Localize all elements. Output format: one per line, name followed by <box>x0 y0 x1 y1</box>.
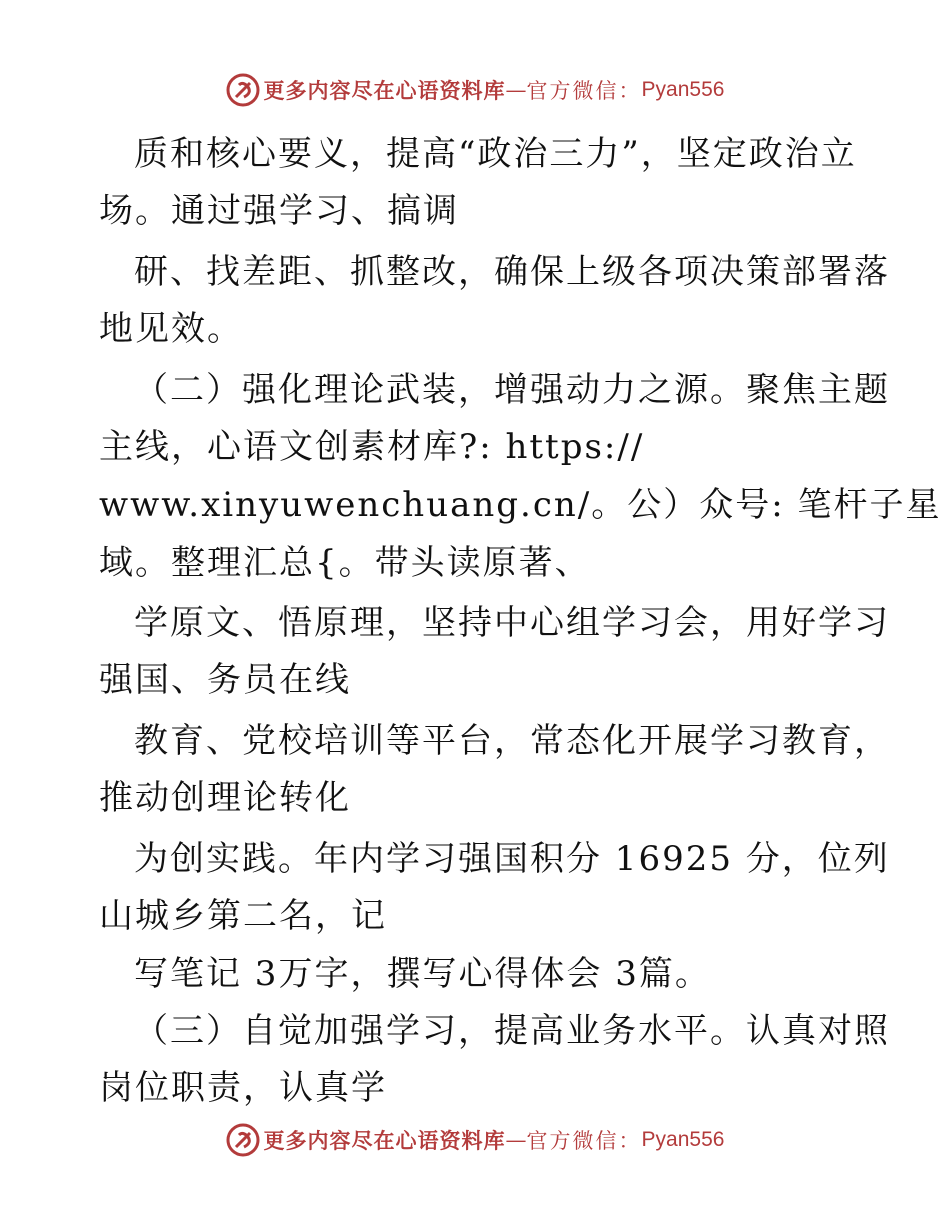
banner-dash: — <box>505 78 527 102</box>
text-line: 地见效。 <box>99 309 243 349</box>
text-line: www.xinyuwenchuang.cn/。公）众号: 笔杆子星 <box>99 485 942 525</box>
text-line: 域。整理汇总{。带头读原著、 <box>99 543 591 583</box>
brand-logo-icon <box>226 1123 260 1157</box>
banner-wechat-label: 官方微信： <box>526 79 642 103</box>
text-line: 主线，心语文创素材库?: https:// <box>99 427 645 467</box>
banner-wechat-id: Pyan556 <box>641 78 725 101</box>
text-line: 山城乡第二名，记 <box>99 896 387 936</box>
header-banner <box>0 70 950 110</box>
text-line: 岗位职责，认真学 <box>99 1068 387 1108</box>
text-line: 推动创理论转化 <box>99 778 351 818</box>
banner-wechat-id: Pyan556 <box>641 1128 725 1151</box>
banner-dash: — <box>505 1128 527 1152</box>
brand-logo-icon <box>226 73 260 107</box>
text-line: 为创实践。年内学习强国积分 16925 分，位列 <box>134 839 890 879</box>
text-line: （三）自觉加强学习，提高业务水平。认真对照 <box>134 1011 890 1051</box>
banner-main-text: 更多内容尽在心语资料库 <box>263 1128 506 1153</box>
text-line: 质和核心要义，提高“政治三力”，坚定政治立 <box>134 134 857 174</box>
banner-wechat-label: 官方微信： <box>526 1129 642 1153</box>
footer-banner <box>0 1120 950 1160</box>
text-line: （二）强化理论武装，增强动力之源。聚焦主题 <box>134 370 890 410</box>
text-line: 写笔记 3万字，撰写心得体会 3篇。 <box>134 954 711 994</box>
text-line: 教育、党校培训等平台，常态化开展学习教育， <box>134 721 890 761</box>
banner-main-text: 更多内容尽在心语资料库 <box>263 78 506 103</box>
text-line: 学原文、悟原理，坚持中心组学习会，用好学习 <box>134 603 890 643</box>
text-line: 研、找差距、抓整改，确保上级各项决策部署落 <box>134 252 890 292</box>
text-line: 强国、务员在线 <box>99 660 351 700</box>
text-line: 场。通过强学习、搞调 <box>99 191 459 231</box>
